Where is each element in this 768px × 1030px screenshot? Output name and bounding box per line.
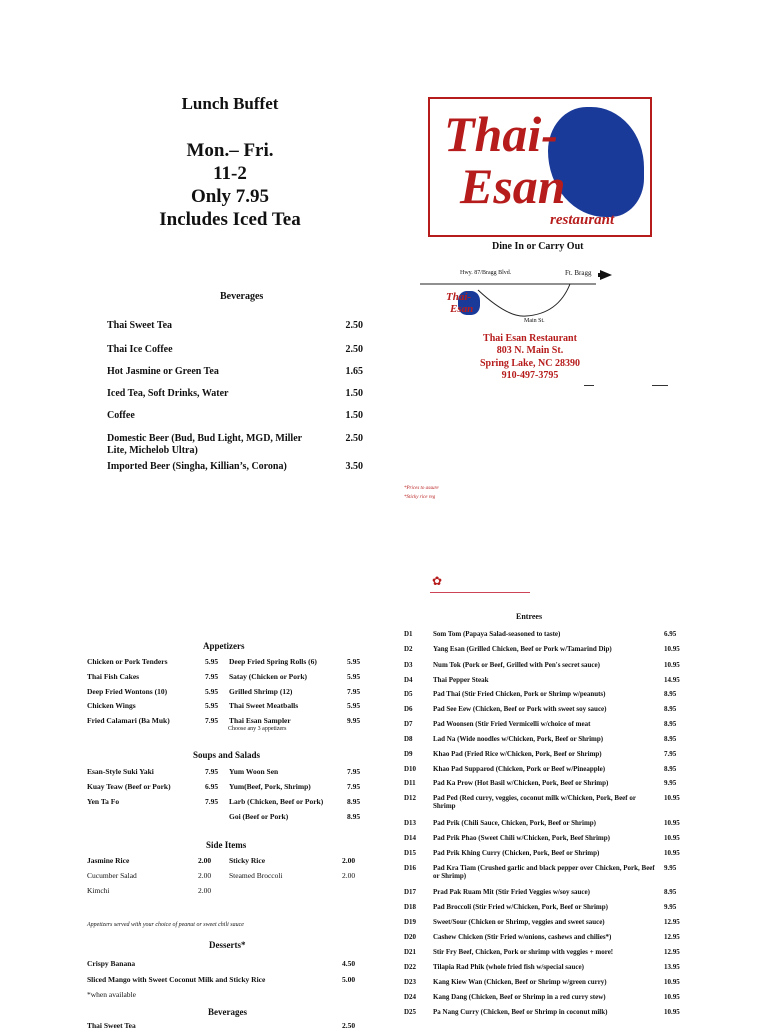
entree-code: D16 <box>404 864 417 872</box>
entree-code: D2 <box>404 645 413 653</box>
menu-item-name: Yen Ta Fo <box>87 797 120 806</box>
buffet-includes: Includes Iced Tea <box>159 209 301 230</box>
buffet-price: Only 7.95 <box>190 186 270 207</box>
sticky-note: *Sticky rice reg <box>404 495 436 500</box>
map-ftbragg-label: Ft. Bragg <box>565 269 592 277</box>
menu-item-price: 7.95 <box>205 716 219 725</box>
entree-price: 10.95 <box>664 993 680 1001</box>
menu-item-price: 6.95 <box>205 782 219 791</box>
menu-item-name: Yum Woon Sen <box>229 767 279 776</box>
beverage-name: Iced Tea, Soft Drinks, Water <box>107 388 229 399</box>
entree-price: 10.95 <box>664 1008 680 1016</box>
menu-item-price: 8.95 <box>347 797 361 806</box>
menu-item-name: Thai Fish Cakes <box>87 672 140 681</box>
entree-name: Num Tok (Pork or Beef, Grilled with Pen's secret sauce) <box>433 661 600 669</box>
entree-name: Pad Prik (Chili Sauce, Chicken, Pork, Beef or Shrimp) <box>433 819 597 827</box>
beverages-bottom-title: Beverages <box>208 1007 247 1017</box>
entree-price: 9.95 <box>664 864 677 872</box>
entree-code: D5 <box>404 690 413 698</box>
restaurant-logo <box>428 97 652 237</box>
menu-item-name: Steamed Broccoli <box>229 871 283 880</box>
menu-item-name: Chicken Wings <box>87 701 136 710</box>
menu-item-price: 2.00 <box>342 856 356 865</box>
entree-name: Kang Kiew Wan (Chicken, Beef or Shrimp w/green curry) <box>433 978 607 986</box>
entree-code: D9 <box>404 750 413 758</box>
entree-price: 13.95 <box>664 963 680 971</box>
menu-item-price: 8.95 <box>347 812 361 821</box>
beverage-price: 3.50 <box>345 461 363 472</box>
entree-price: 8.95 <box>664 735 677 743</box>
logo-word-2: Esan <box>460 158 566 214</box>
menu-item-price: 7.95 <box>205 672 219 681</box>
buffet-block <box>120 92 340 232</box>
menu-item-price: 7.95 <box>347 687 361 696</box>
menu-item-name: Deep Fried Spring Rolls (6) <box>229 657 317 666</box>
beverages-bottom-item: Thai Sweet Tea <box>87 1021 136 1030</box>
entree-price: 12.95 <box>664 933 680 941</box>
menu-item-name: Jasmine Rice <box>87 856 130 865</box>
entree-price: 9.95 <box>664 779 677 787</box>
address-block <box>465 333 595 382</box>
beverage-row <box>107 410 363 434</box>
beverage-price: 2.50 <box>345 320 363 331</box>
desserts-note: *when available <box>87 990 136 999</box>
beverage-price: 2.50 <box>345 433 363 444</box>
beverage-name: Coffee <box>107 410 135 421</box>
address-city: Spring Lake, NC 28390 <box>479 357 580 369</box>
entree-code: D15 <box>404 849 417 857</box>
entree-name: Stir Fry Beef, Chicken, Pork or shrimp with veggies + more! <box>433 948 614 956</box>
beverage-price: 2.50 <box>345 344 363 355</box>
menu-item-name: Deep Fried Wontons (10) <box>87 687 168 696</box>
entree-code: D3 <box>404 661 413 669</box>
menu-item-name: Fried Calamari (Ba Muk) <box>87 716 170 725</box>
beverage-name: Domestic Beer (Bud, Bud Light, MGD, Miller Lite, Michelob Ultra) <box>107 433 302 456</box>
entree-code: D1 <box>404 630 413 638</box>
menu-item-name: Grilled Shrimp (12) <box>229 687 293 696</box>
menu-item-price: 4.50 <box>342 959 356 968</box>
menu-item-name: Kimchi <box>87 886 110 895</box>
entree-price: 7.95 <box>664 750 677 758</box>
menu-item-name: Esan-Style Suki Yaki <box>87 767 154 776</box>
menu-item-name: Yum(Beef, Pork, Shrimp) <box>229 782 311 791</box>
map-main-label: Main St. <box>524 318 545 324</box>
entree-name: Lad Na (Wide noodles w/Chicken, Pork, Beef or Shrimp) <box>433 735 604 743</box>
entree-price: 10.95 <box>664 819 680 827</box>
entree-code: D8 <box>404 735 413 743</box>
dine-in-text: Dine In or Carry Out <box>492 241 584 252</box>
beverage-name: Hot Jasmine or Green Tea <box>107 366 219 377</box>
menu-item-name: Satay (Chicken or Pork) <box>229 672 307 681</box>
beverage-name: Imported Beer (Singha, Killian’s, Corona) <box>107 461 287 472</box>
logo-word-1: Thai- <box>444 106 558 162</box>
buffet-days: Mon.– Fri. <box>186 140 274 161</box>
menu-item-name: Thai Esan Sampler <box>229 716 291 725</box>
entree-code: D7 <box>404 720 413 728</box>
entree-row <box>404 864 684 884</box>
menu-item-price: 5.95 <box>347 672 361 681</box>
beverage-price: 1.50 <box>345 410 363 421</box>
entree-name: Pad Ped (Red curry, veggies, coconut milk w/Chicken, Pork, Beef or Shrimp <box>433 794 636 810</box>
entree-price: 10.95 <box>664 834 680 842</box>
entree-code: D22 <box>404 963 417 971</box>
entrees-title: Entrees <box>516 612 543 621</box>
entree-code: D12 <box>404 794 417 802</box>
menu-item-price: 9.95 <box>347 716 361 725</box>
beverage-row <box>107 366 363 390</box>
buffet-title: Lunch Buffet <box>181 94 279 113</box>
menu-item-name: Goi (Beef or Pork) <box>229 812 289 821</box>
entree-price: 8.95 <box>664 705 677 713</box>
entree-name: Prad Pak Ruam Mit (Stir Fried Veggies w/soy sauce) <box>433 888 590 896</box>
beverage-row <box>107 344 363 368</box>
entree-code: D19 <box>404 918 417 926</box>
entree-name: Pad Ka Prow (Hot Basil w/Chicken, Pork, Beef or Shrimp) <box>433 779 609 787</box>
beverage-name: Thai Ice Coffee <box>107 344 173 355</box>
entree-name: Thai Pepper Steak <box>433 676 489 684</box>
mini-logo-1: Thai- <box>446 291 472 303</box>
logo-word-3: restaurant <box>550 212 615 228</box>
entree-row <box>404 1008 684 1028</box>
entree-code: D24 <box>404 993 417 1001</box>
map-hwy-label: Hwy. 87/Bragg Blvd. <box>460 270 512 276</box>
entree-price: 10.95 <box>664 661 680 669</box>
address-name: Thai Esan Restaurant <box>483 333 577 344</box>
entree-price: 12.95 <box>664 918 680 926</box>
entree-name: Tilapia Rad Phik (whole fried fish w/special sauce) <box>433 963 584 971</box>
entree-price: 9.95 <box>664 903 677 911</box>
entree-code: D20 <box>404 933 417 941</box>
entree-name: Pad Prik Phao (Sweet Chili w/Chicken, Pork, Beef Shrimp) <box>433 834 610 842</box>
entree-name: Pad See Eew (Chicken, Beef or Pork with sweet soy sauce) <box>433 705 607 713</box>
beverage-price: 1.50 <box>345 388 363 399</box>
entree-code: D13 <box>404 819 417 827</box>
menu-item-price: 5.95 <box>347 657 361 666</box>
address-phone: 910-497-3795 <box>501 369 559 381</box>
beverages-title: Beverages <box>220 291 264 302</box>
entree-price: 8.95 <box>664 720 677 728</box>
menu-item-price: 5.95 <box>205 687 219 696</box>
entree-price: 6.95 <box>664 630 677 638</box>
menu-item-price: 7.95 <box>347 767 361 776</box>
entree-name: Pad Kra Tiam (Crushed garlic and black pepper over Chicken, Pork, Beef or Shrimp) <box>433 864 655 880</box>
entree-price: 10.95 <box>664 645 680 653</box>
beverage-row <box>107 388 363 412</box>
entree-name: Yang Esan (Grilled Chicken, Beef or Pork w/Tamarind Dip) <box>433 645 612 653</box>
menu-item-price: 2.00 <box>198 871 212 880</box>
entree-name: Pad Broccoli (Stir Fried w/Chicken, Pork, Beef or Shrimp) <box>433 903 608 911</box>
menu-item-name: Sliced Mango with Sweet Coconut Milk and Sticky Rice <box>87 975 266 984</box>
entree-code: D23 <box>404 978 417 986</box>
entree-code: D14 <box>404 834 417 842</box>
entree-name: Kang Dang (Chicken, Beef or Shrimp in a red curry stew) <box>433 993 606 1001</box>
menu-item-price: 5.95 <box>205 657 219 666</box>
appetizers-title: Appetizers <box>203 641 245 651</box>
beverage-row <box>107 461 363 485</box>
mini-logo-2: Esan <box>450 303 474 315</box>
location-map <box>418 262 618 330</box>
entree-name: Pad Prik Khing Curry (Chicken, Pork, Beef or Shrimp) <box>433 849 600 857</box>
entree-code: D10 <box>404 765 417 773</box>
entree-code: D4 <box>404 676 413 684</box>
divider <box>652 385 668 386</box>
ornament-icon: ✿ <box>432 574 443 588</box>
entree-name: Khao Pad (Fried Rice w/Chicken, Pork, Beef or Shrimp) <box>433 750 602 758</box>
menu-item-price: 5.95 <box>347 701 361 710</box>
entree-price: 10.95 <box>664 794 680 802</box>
beverage-name: Thai Sweet Tea <box>107 320 173 331</box>
map-mini-logo <box>444 287 482 319</box>
entree-code: D18 <box>404 903 417 911</box>
menu-item-name: Kuay Teaw (Beef or Pork) <box>87 782 171 791</box>
entree-code: D6 <box>404 705 413 713</box>
menu-item-price: 7.95 <box>205 767 219 776</box>
sampler-note: Choose any 3 appetizers <box>228 726 287 732</box>
entree-price: 8.95 <box>664 765 677 773</box>
menu-item-name: Chicken or Pork Tenders <box>87 657 168 666</box>
beverage-row <box>107 433 363 457</box>
entree-name: Cashew Chicken (Stir Fried w/onions, cashews and chilies*) <box>433 933 612 941</box>
menu-item-price: 7.95 <box>347 782 361 791</box>
entree-price: 8.95 <box>664 888 677 896</box>
address-street: 803 N. Main St. <box>496 345 564 357</box>
entree-price: 8.95 <box>664 690 677 698</box>
desserts-title: Desserts* <box>209 940 246 950</box>
menu-item-price: 5.95 <box>205 701 219 710</box>
appetizer-sauce-note: Appetizers served with your choice of peanut or sweet chili sauce <box>87 922 244 928</box>
menu-item-name: Sticky Rice <box>229 856 266 865</box>
menu-item-price: 7.95 <box>205 797 219 806</box>
price-note: *Prices to assure <box>404 486 439 491</box>
beverage-row <box>107 320 363 344</box>
entree-price: 10.95 <box>664 978 680 986</box>
menu-item-price: 2.00 <box>198 856 212 865</box>
entree-row <box>404 794 684 814</box>
entree-name: Khao Pad Supparod (Chicken, Pork or Beef w/Pineapple) <box>433 765 606 773</box>
menu-item-price: 5.00 <box>342 975 356 984</box>
menu-item-name: Thai Sweet Meatballs <box>229 701 299 710</box>
divider <box>584 385 594 386</box>
entree-price: 10.95 <box>664 849 680 857</box>
entree-price: 14.95 <box>664 676 680 684</box>
entree-code: D25 <box>404 1008 417 1016</box>
entree-name: Pad Woonsen (Stir Fried Vermicelli w/choice of meat <box>433 720 591 728</box>
menu-item-price: 2.00 <box>342 871 356 880</box>
entree-code: D11 <box>404 779 416 787</box>
beverages-bottom-price: 2.50 <box>342 1021 356 1030</box>
menu-item-name: Larb (Chicken, Beef or Pork) <box>229 797 324 806</box>
entree-name: Sweet/Sour (Chicken or Shrimp, veggies and sweet sauce) <box>433 918 605 926</box>
entree-name: Pad Thai (Stir Fried Chicken, Pork or Shrimp w/peanuts) <box>433 690 606 698</box>
menu-item-name: Crispy Banana <box>87 959 136 968</box>
soups-title: Soups and Salads <box>193 750 261 760</box>
buffet-hours: 11-2 <box>213 163 247 184</box>
menu-item-price: 2.00 <box>198 886 212 895</box>
sides-title: Side Items <box>206 840 247 850</box>
entree-code: D21 <box>404 948 417 956</box>
divider <box>430 592 530 593</box>
beverage-price: 1.65 <box>345 366 363 377</box>
entree-name: Pa Nang Curry (Chicken, Beef or Shrimp in coconut milk) <box>433 1008 608 1016</box>
entree-price: 12.95 <box>664 948 680 956</box>
entree-code: D17 <box>404 888 417 896</box>
menu-item-name: Cucumber Salad <box>87 871 137 880</box>
entree-name: Som Tom (Papaya Salad-seasoned to taste) <box>433 630 561 638</box>
